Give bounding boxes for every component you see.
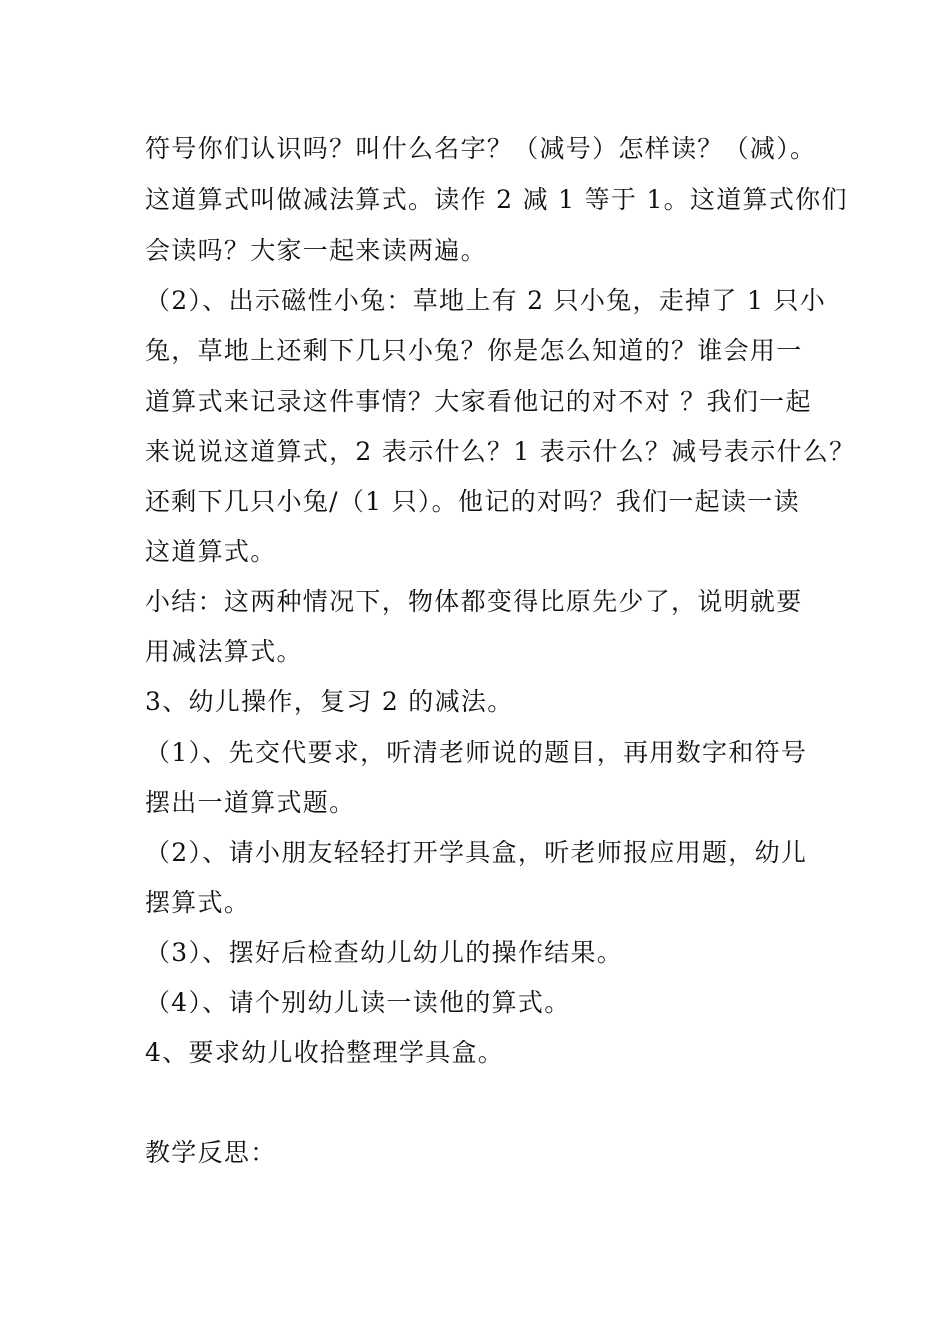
text-line-14: 摆出一道算式题。 xyxy=(145,788,356,817)
text-line-7: 来说说这道算式，2 表示什么？1 表示什么？减号表示什么？ xyxy=(145,437,856,466)
section-heading-reflection: 教学反思： xyxy=(145,1138,277,1167)
text-line-5: 兔，草地上还剩下几只小兔？你是怎么知道的？谁会用一 xyxy=(145,336,803,365)
text-line-3: 会读吗？大家一起来读两遍。 xyxy=(145,236,487,265)
text-line-8: 还剩下几只小兔/（1 只）。他记的对吗？我们一起读一读 xyxy=(145,487,800,516)
text-line-11: 用减法算式。 xyxy=(145,637,303,666)
text-line-19: 4、要求幼儿收拾整理学具盒。 xyxy=(145,1038,505,1067)
text-line-2: 这道算式叫做减法算式。读作 2 减 1 等于 1。这道算式你们 xyxy=(145,185,848,214)
text-line-1: 符号你们认识吗？叫什么名字？（减号）怎样读？（减）。 xyxy=(145,134,817,163)
text-line-13: （1）、先交代要求，听清老师说的题目，再用数字和符号 xyxy=(145,738,808,767)
text-line-10: 小结：这两种情况下，物体都变得比原先少了，说明就要 xyxy=(145,587,803,616)
text-line-9: 这道算式。 xyxy=(145,537,277,566)
text-line-6: 道算式来记录这件事情？大家看他记的对不对 ？我们一起 xyxy=(145,387,812,416)
text-line-17: （3）、摆好后检查幼儿幼儿的操作结果。 xyxy=(145,938,624,967)
text-line-12: 3、幼儿操作，复习 2 的减法。 xyxy=(145,687,514,716)
text-line-4: （2）、出示磁性小兔：草地上有 2 只小兔，走掉了 1 只小 xyxy=(145,286,827,315)
text-line-16: 摆算式。 xyxy=(145,888,251,917)
text-line-15: （2）、请小朋友轻轻打开学具盒，听老师报应用题，幼儿 xyxy=(145,838,808,867)
text-line-18: （4）、请个别幼儿读一读他的算式。 xyxy=(145,988,571,1017)
